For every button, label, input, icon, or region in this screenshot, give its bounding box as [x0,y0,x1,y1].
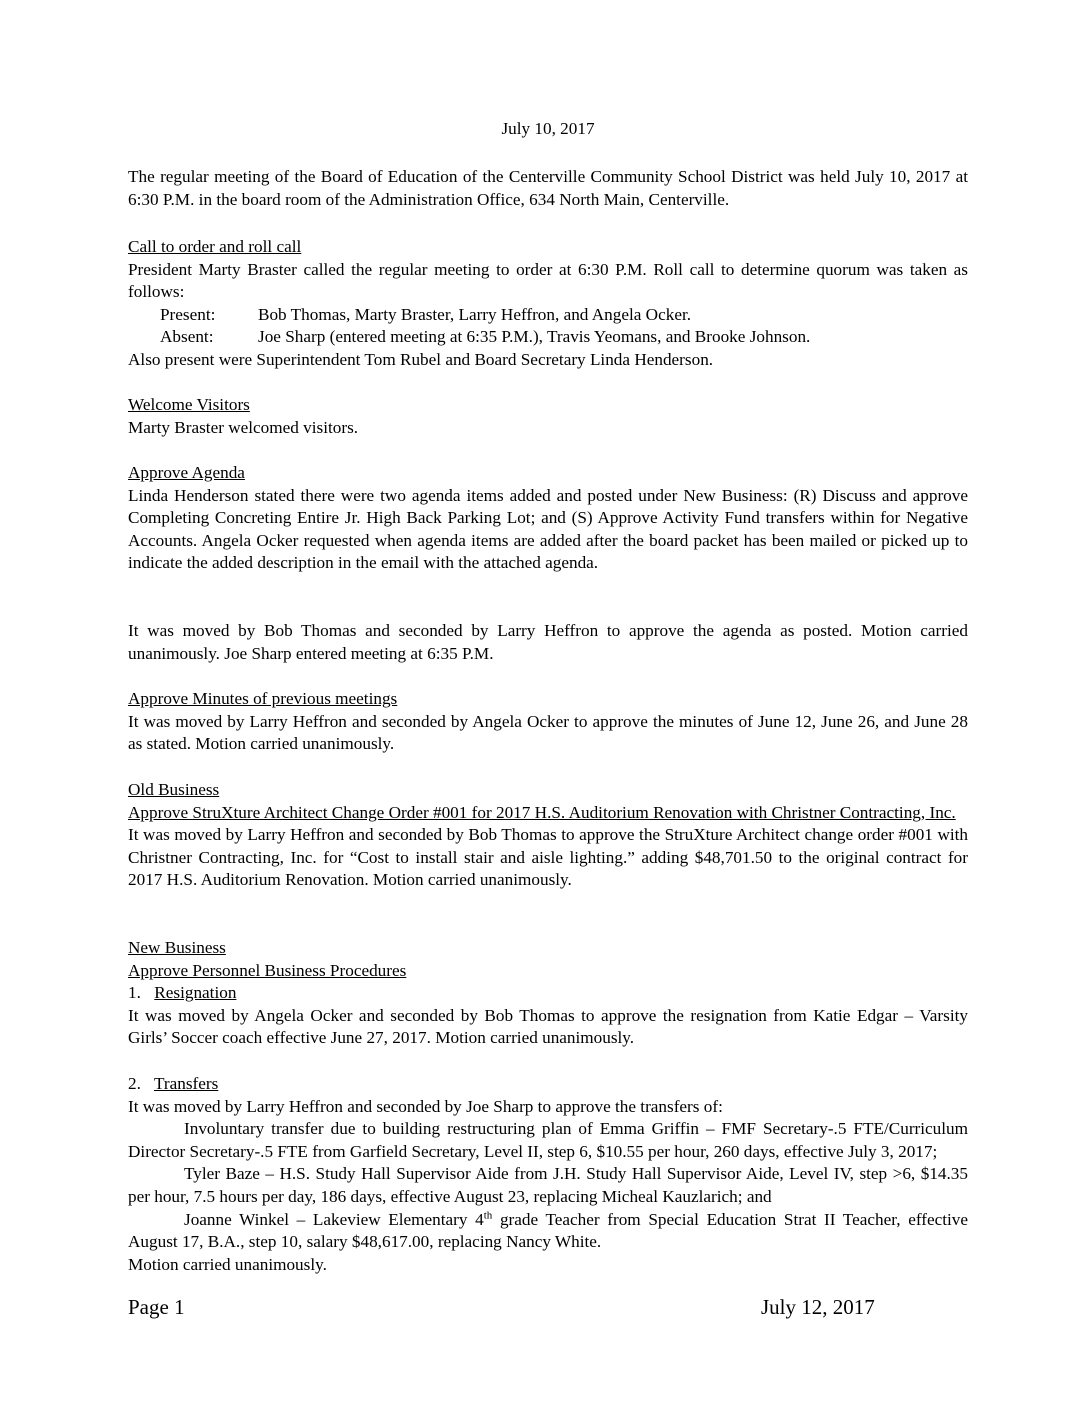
present-label: Present: [160,304,216,324]
transfer-item-1: Involuntary transfer due to building restructuring plan of Emma Griffin – FMF Secretary-.5 FTE/Curriculum Director Secretary-.5 FTE from Garfield Secretary, Level II, step 6, $10.55 per hour, 260 days, effective July 3, 2017; [128,1119,968,1161]
old-business-text: It was moved by Larry Heffron and seconded by Bob Thomas to approve the StruXture Architect change order #001 with Christner Contracting, Inc. for “Cost to install stair and aisle lighting.” adding $48,701.50 to the original contract for 2017 H.S. Auditorium Renovation. Motion carried unanimously. [128,825,968,890]
absent-line [128,326,968,349]
welcome-text: Marty Braster welcomed visitors. [128,417,359,437]
transfers-number: 2. [128,1074,141,1093]
agenda-text: Linda Henderson stated there were two agenda items added and posted under New Business: (R) Discuss and approve Completing Concreting Entire Jr. High Back Parking Lot; and (S) Approve Activity Fund transfers within for Negative Accounts. Angela Ocker requested when agenda items are added after the board packet has been mailed or picked up to indicate the added description in the email with the attached agenda. [128,485,968,573]
roll-call-section [128,236,968,372]
present-line [128,304,968,327]
resignation-title: Resignation [154,983,237,1003]
welcome-section [128,394,968,439]
new-business-heading: New Business [128,938,226,957]
resignation-number: 1. [128,983,141,1003]
agenda-motion-section [128,620,968,665]
old-business-section [128,779,968,892]
resignation-heading [128,982,968,1005]
intro-paragraph: The regular meeting of the Board of Education of the Centerville Community School District was held July 10, 2017 at 6:30 P.M. in the board room of the Administration Office, 634 North Main, Centerville. [128,167,968,209]
also-present-line: Also present were Superintendent Tom Rubel and Board Secretary Linda Henderson. [128,349,714,369]
absent-names: Joe Sharp (entered meeting at 6:35 P.M.), Travis Yeomans, and Brooke Johnson. [258,327,811,347]
present-names: Bob Thomas, Marty Braster, Larry Heffron, and Angela Ocker. [258,304,692,324]
transfers-heading [128,1073,968,1096]
minutes-section [128,688,968,756]
transfer-item-2: Tyler Baze – H.S. Study Hall Supervisor Aide from J.H. Study Hall Supervisor Aide, Level IV, step >6, $14.35 per hour, 7.5 hours per day, 186 days, effective August 23, replacing Micheal Kauzlarich; and [128,1164,968,1206]
old-business-heading: Old Business [128,780,220,799]
agenda-heading: Approve Agenda [128,463,245,482]
welcome-heading: Welcome Visitors [128,395,250,414]
personnel-subheading: Approve Personnel Business Procedures [128,960,407,980]
transfer-item-3-part-a: Joanne Winkel – Lakeview Elementary 4 [184,1209,484,1229]
agenda-section [128,462,968,575]
absent-label: Absent: [160,327,214,347]
transfers-section [128,1073,968,1276]
transfers-closing: Motion carried unanimously. [128,1254,327,1274]
meeting-date: July 10, 2017 [501,119,595,138]
new-business-section [128,937,968,1050]
minutes-text: It was moved by Larry Heffron and seconded by Angela Ocker to approve the minutes of June 12, June 26, and June 28 as stated. Motion carried unanimously. [128,711,968,754]
intro-section [128,166,968,211]
minutes-heading: Approve Minutes of previous meetings [128,689,398,708]
resignation-text: It was moved by Angela Ocker and seconded by Bob Thomas to approve the resignation from Katie Edgar – Varsity Girls’ Soccer coach effective June 27, 2017. Motion carried unanimously. [128,1005,968,1048]
roll-call-heading: Call to order and roll call [128,237,302,256]
roll-call-text: President Marty Braster called the regular meeting to order at 6:30 P.M. Roll call to determine quorum was taken as follows: [128,259,968,302]
footer-date: July 12, 2017 [761,1295,875,1319]
transfer-item-3-part-b: grade Teacher from Special Education Strat II Teacher, effective August 17, B.A., step 10, salary $48,617.00, replacing Nancy White. [128,1209,968,1252]
transfer-item-3 [128,1209,968,1254]
transfer-item-3-sup: th [483,1208,493,1221]
agenda-motion: It was moved by Bob Thomas and seconded by Larry Heffron to approve the agenda as posted. Motion carried unanimously. Joe Sharp entered meeting at 6:35 P.M. [128,621,968,663]
page-number: Page 1 [128,1295,185,1319]
old-business-subheading: Approve StruXture Architect Change Order #001 for 2017 H.S. Auditorium Renovation with Christner Contracting, Inc. [128,802,956,822]
transfers-title: Transfers [154,1074,219,1093]
transfers-intro: It was moved by Larry Heffron and seconded by Joe Sharp to approve the transfers of: [128,1096,723,1116]
